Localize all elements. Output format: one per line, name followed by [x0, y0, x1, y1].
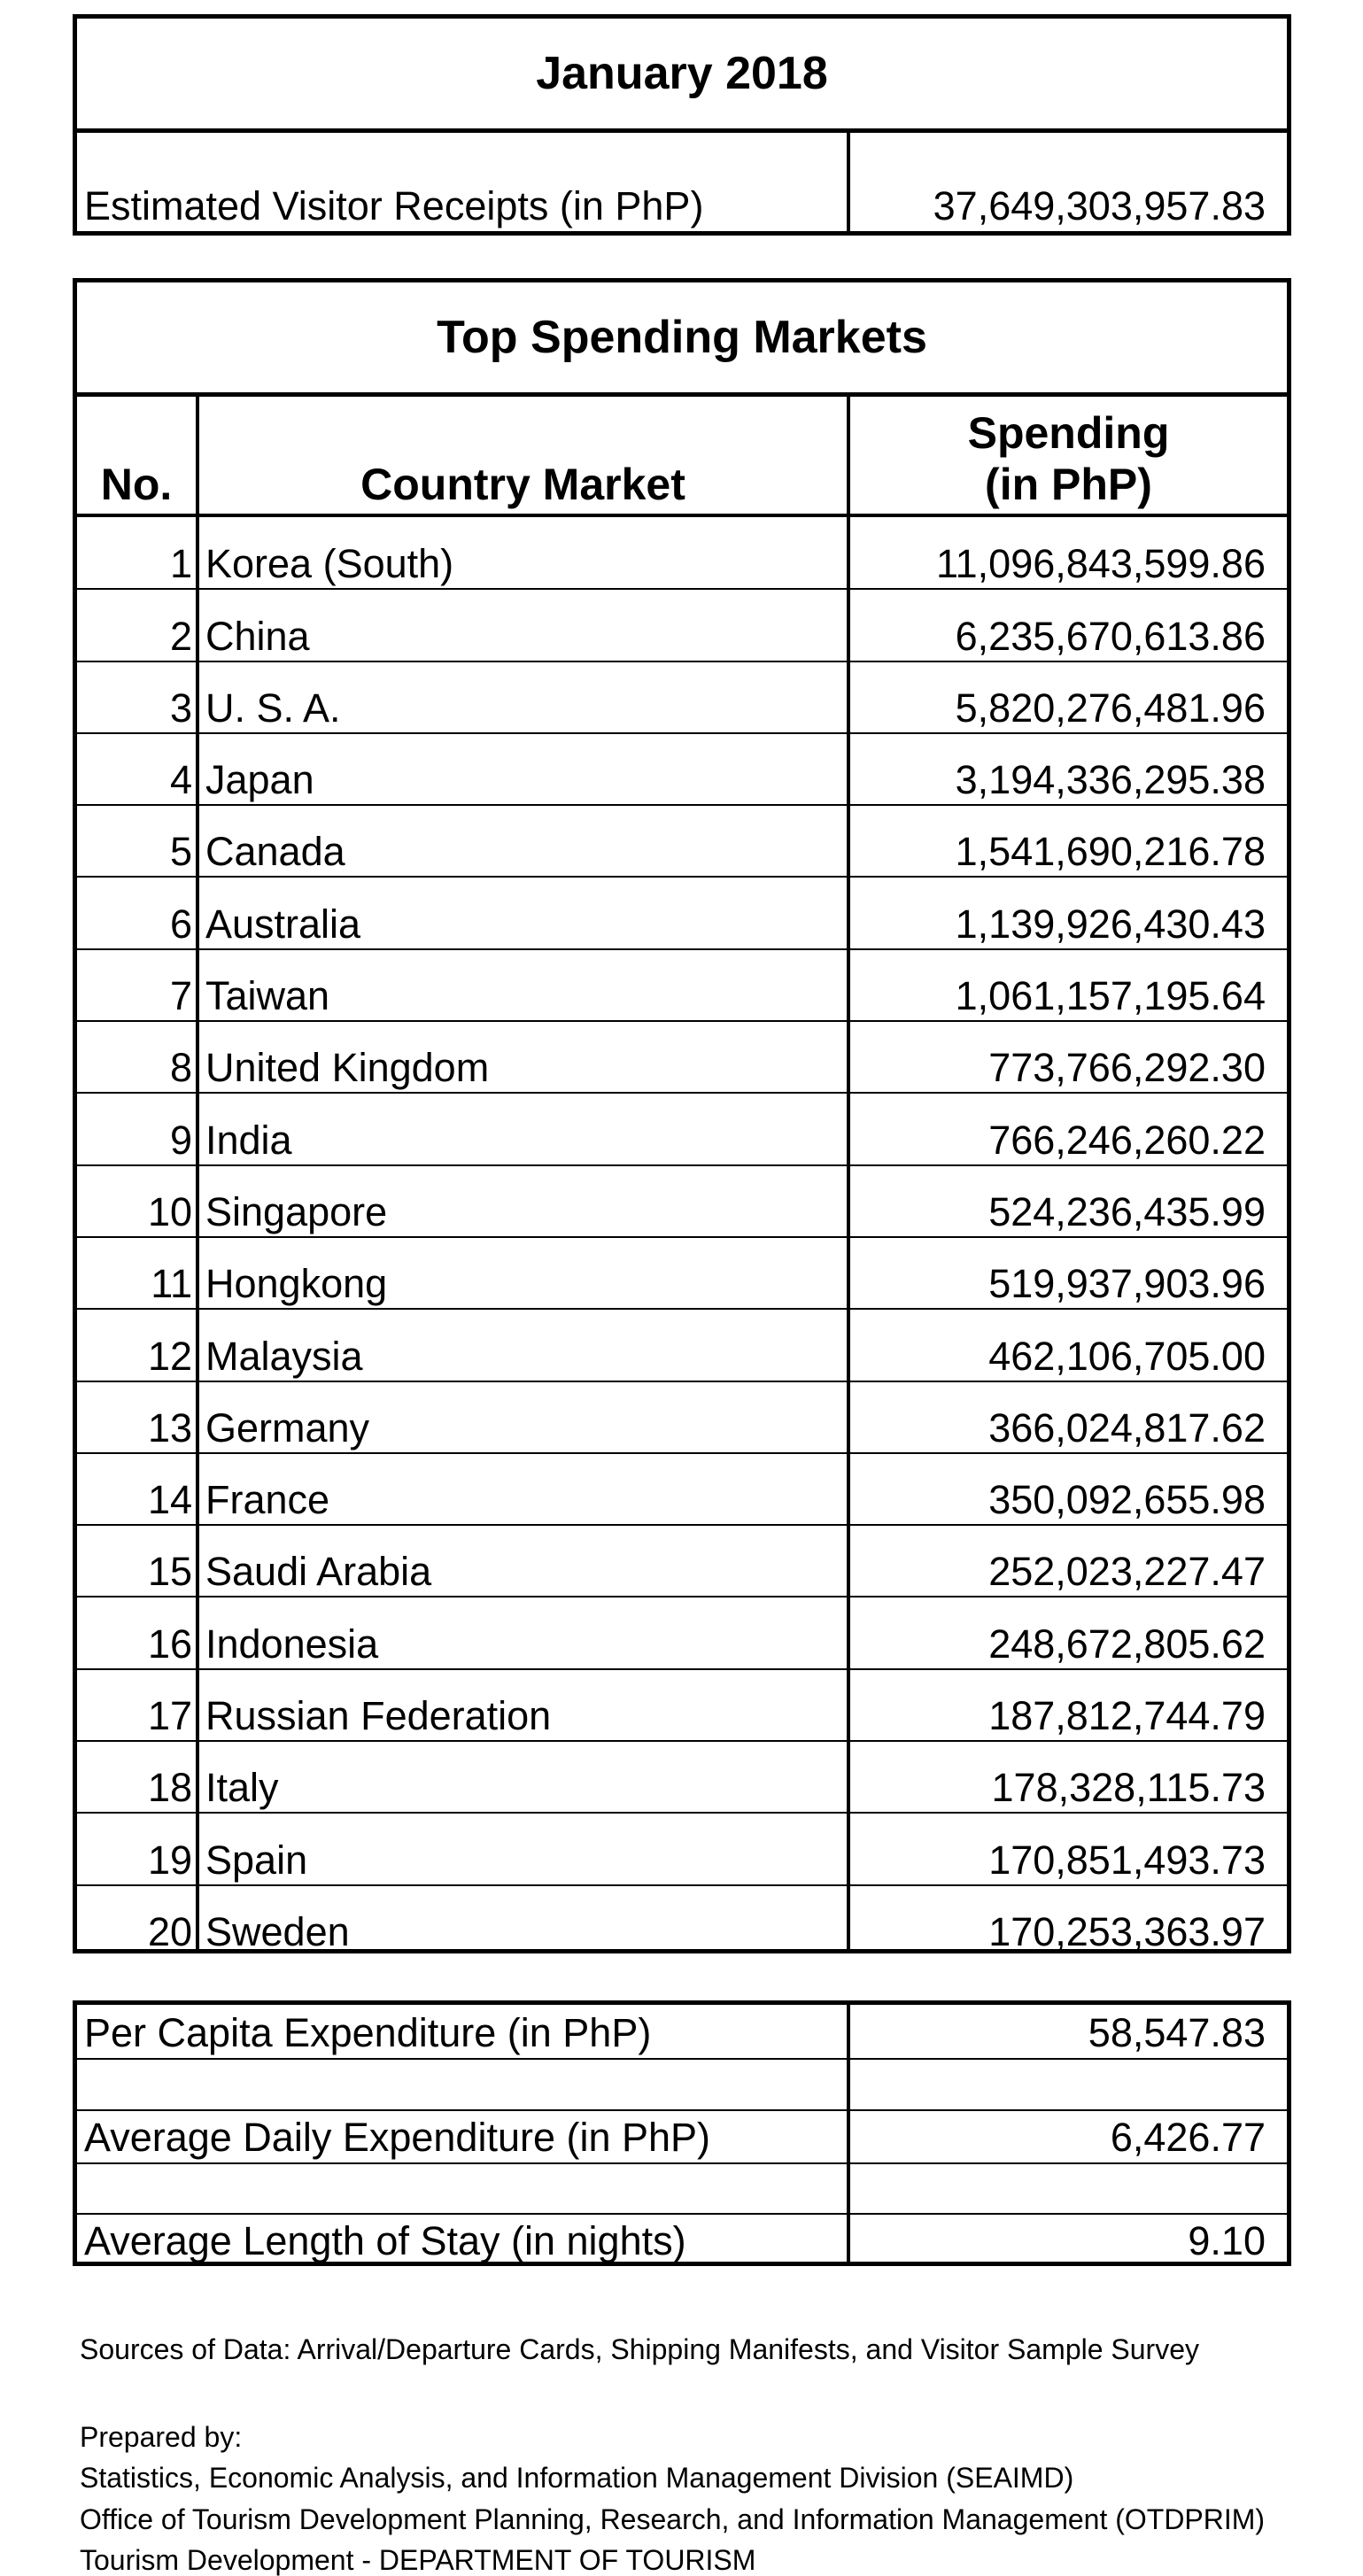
rank-cell: 4	[169, 757, 192, 803]
stay-value: 9.10	[1188, 2218, 1266, 2263]
table-row	[77, 1885, 1287, 1957]
spending-cell: 350,092,655.98	[988, 1477, 1266, 1523]
table-row	[77, 1669, 1287, 1741]
rank-cell: 10	[147, 1188, 192, 1234]
country-cell: Japan	[205, 757, 314, 803]
spending-cell: 1,139,926,430.43	[955, 901, 1266, 947]
table-row	[77, 1813, 1287, 1884]
country-cell: Hongkong	[205, 1261, 388, 1307]
spending-cell: 187,812,744.79	[988, 1693, 1266, 1739]
rank-cell: 19	[147, 1837, 192, 1883]
country-cell: Australia	[205, 901, 361, 947]
rank-cell: 16	[147, 1621, 192, 1667]
prepared-by: Prepared by:	[80, 2421, 243, 2453]
table-row	[77, 733, 1287, 805]
table-row	[77, 1237, 1287, 1309]
country-cell: India	[205, 1117, 292, 1163]
table-row	[77, 1165, 1287, 1237]
rank-cell: 5	[169, 829, 192, 875]
spending-cell: 6,235,670,613.86	[955, 613, 1266, 659]
spending-cell: 366,024,817.62	[988, 1404, 1266, 1450]
spending-cell: 252,023,227.47	[988, 1549, 1266, 1595]
spending-cell: 1,541,690,216.78	[955, 829, 1266, 875]
spending-cell: 524,236,435.99	[988, 1188, 1266, 1234]
rank-cell: 20	[147, 1908, 192, 1954]
spending-cell: 519,937,903.96	[988, 1261, 1266, 1307]
country-cell: Russian Federation	[205, 1693, 552, 1739]
country-cell: Indonesia	[205, 1621, 379, 1667]
country-cell: Saudi Arabia	[205, 1549, 432, 1595]
country-cell: China	[205, 613, 310, 659]
table-row	[77, 517, 1287, 589]
per-capita-label: Per Capita Expenditure (in PhP)	[84, 2010, 652, 2055]
rank-cell: 14	[147, 1477, 192, 1523]
country-cell: Italy	[205, 1765, 279, 1811]
spending-cell: 1,061,157,195.64	[955, 973, 1266, 1019]
table-row	[77, 805, 1287, 877]
prepared-division: Statistics, Economic Analysis, and Information Management Division (SEAIMD)	[80, 2462, 1074, 2494]
table-row	[77, 1093, 1287, 1164]
header-spending-line2: (in PhP)	[985, 459, 1152, 509]
daily-label: Average Daily Expenditure (in PhP)	[84, 2115, 711, 2160]
table-row	[77, 1381, 1287, 1453]
table-row	[77, 1021, 1287, 1093]
period-title: January 2018	[536, 48, 828, 99]
country-cell: Malaysia	[205, 1333, 363, 1379]
spending-cell: 773,766,292.30	[988, 1045, 1266, 1091]
daily-value: 6,426.77	[1110, 2115, 1266, 2160]
spending-cell: 170,253,363.97	[988, 1908, 1266, 1954]
receipts-value: 37,649,303,957.83	[933, 183, 1266, 228]
spending-cell: 170,851,493.73	[988, 1837, 1266, 1883]
table-row	[77, 1309, 1287, 1381]
spending-cell: 248,672,805.62	[988, 1621, 1266, 1667]
rank-cell: 2	[169, 613, 192, 659]
prepared-department: Tourism Development - DEPARTMENT OF TOURISM	[80, 2544, 756, 2576]
spending-cell: 766,246,260.22	[988, 1117, 1266, 1163]
country-cell: Korea (South)	[205, 541, 454, 587]
header-no: No.	[100, 459, 173, 509]
divider	[77, 2058, 1287, 2060]
summary-table	[73, 2000, 1291, 2266]
table-row	[77, 589, 1287, 661]
rank-cell: 11	[151, 1261, 192, 1307]
country-cell: Spain	[205, 1837, 308, 1883]
summary-row-daily	[77, 2111, 1287, 2162]
table-row	[77, 1525, 1287, 1597]
rank-cell: 12	[147, 1333, 192, 1379]
country-cell: Sweden	[205, 1908, 350, 1954]
country-cell: Germany	[205, 1404, 370, 1450]
table-row	[77, 1741, 1287, 1813]
country-cell: France	[205, 1477, 330, 1523]
per-capita-value: 58,547.83	[1088, 2010, 1266, 2055]
country-cell: United Kingdom	[205, 1045, 490, 1091]
country-cell: Taiwan	[205, 973, 330, 1019]
country-cell: U. S. A.	[205, 685, 341, 731]
spending-cell: 178,328,115.73	[991, 1765, 1266, 1811]
spending-cell: 11,096,843,599.86	[935, 541, 1266, 587]
header-country: Country Market	[360, 459, 685, 509]
spending-cell: 5,820,276,481.96	[955, 685, 1266, 731]
rank-cell: 1	[169, 541, 192, 587]
receipts-label: Estimated Visitor Receipts (in PhP)	[84, 183, 704, 228]
rank-cell: 9	[169, 1117, 192, 1163]
table-row	[77, 1453, 1287, 1525]
spending-cell: 462,106,705.00	[988, 1333, 1266, 1379]
rank-cell: 18	[147, 1765, 192, 1811]
summary-row-per-capita	[77, 2005, 1287, 2058]
rank-cell: 3	[169, 685, 192, 731]
summary-row-stay	[77, 2215, 1287, 2266]
rank-cell: 17	[147, 1693, 192, 1739]
table-row	[77, 661, 1287, 733]
stay-label: Average Length of Stay (in nights)	[84, 2218, 686, 2263]
header-spending	[850, 397, 1287, 514]
country-cell: Singapore	[205, 1188, 388, 1234]
spending-cell: 3,194,336,295.38	[955, 757, 1266, 803]
divider	[77, 2162, 1287, 2164]
top-spending-markets-table	[73, 278, 1291, 1953]
prepared-office: Office of Tourism Development Planning, Research, and Information Management (OTDPRIM)	[80, 2503, 1266, 2535]
markets-title: Top Spending Markets	[437, 312, 927, 363]
table-row	[77, 1597, 1287, 1669]
rank-cell: 15	[147, 1549, 192, 1595]
rank-cell: 6	[169, 901, 192, 947]
sources-note: Sources of Data: Arrival/Departure Cards, Shipping Manifests, and Visitor Sample Survey	[80, 2333, 1199, 2365]
table-row	[77, 949, 1287, 1021]
rank-cell: 8	[169, 1045, 192, 1091]
country-cell: Canada	[205, 829, 345, 875]
receipts-table	[73, 14, 1291, 236]
header-spending-line1: Spending	[967, 408, 1170, 458]
rank-cell: 7	[169, 973, 192, 1019]
table-row	[77, 878, 1287, 949]
rank-cell: 13	[147, 1404, 192, 1450]
